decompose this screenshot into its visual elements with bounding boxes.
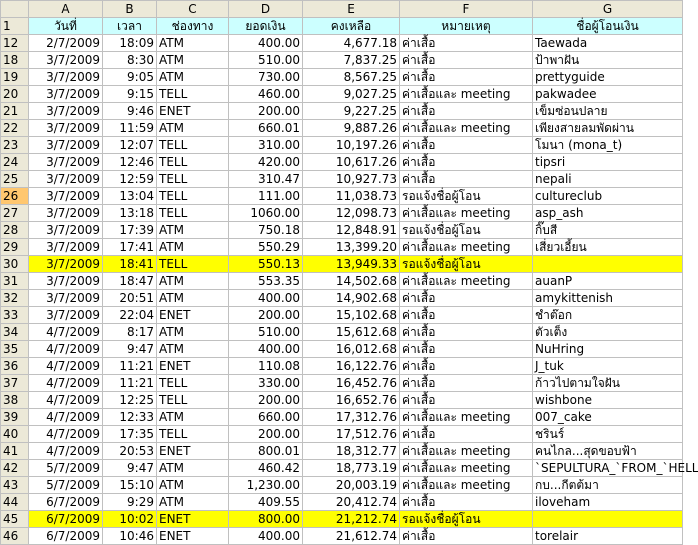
cell-channel[interactable]: ENET: [157, 443, 229, 460]
table-row: [1, 324, 683, 341]
cell-sender[interactable]: prettyguide: [533, 69, 683, 86]
table-row: [1, 477, 683, 494]
row-header[interactable]: 22: [1, 120, 29, 137]
row-header[interactable]: 24: [1, 154, 29, 171]
cell-sender[interactable]: pakwadee: [533, 86, 683, 103]
cell-amount[interactable]: 400.00: [229, 35, 303, 52]
row-header[interactable]: 23: [1, 137, 29, 154]
row-header[interactable]: 36: [1, 358, 29, 375]
cell-time[interactable]: 10:02: [103, 511, 157, 528]
column-header-f[interactable]: F: [400, 1, 533, 18]
cell-amount[interactable]: 400.00: [229, 290, 303, 307]
cell-amount[interactable]: 200.00: [229, 103, 303, 120]
cell-sender[interactable]: ก้าวไปตามใจฝัน: [533, 375, 683, 392]
cell-channel[interactable]: ENET: [157, 528, 229, 545]
cell-time[interactable]: 18:41: [103, 256, 157, 273]
cell-balance[interactable]: 7,837.25: [303, 52, 400, 69]
cell-amount[interactable]: 200.00: [229, 307, 303, 324]
cell-date[interactable]: 3/7/2009: [29, 103, 103, 120]
table-row: [1, 511, 683, 528]
cell-sender[interactable]: tipsri: [533, 154, 683, 171]
table-row: [1, 307, 683, 324]
cell-amount[interactable]: 110.08: [229, 358, 303, 375]
cell-amount[interactable]: 660.01: [229, 120, 303, 137]
cell-time[interactable]: 13:04: [103, 188, 157, 205]
cell-balance[interactable]: 15,102.68: [303, 307, 400, 324]
cell-amount[interactable]: 510.00: [229, 52, 303, 69]
cell-amount[interactable]: 800.01: [229, 443, 303, 460]
row-header[interactable]: 19: [1, 69, 29, 86]
table-row: [1, 69, 683, 86]
cell-time[interactable]: 9:05: [103, 69, 157, 86]
cell-balance[interactable]: 9,027.25: [303, 86, 400, 103]
row-header[interactable]: 20: [1, 86, 29, 103]
cell-time[interactable]: 9:29: [103, 494, 157, 511]
cell-balance[interactable]: 12,098.73: [303, 205, 400, 222]
table-row: [1, 86, 683, 103]
cell-date[interactable]: 4/7/2009: [29, 392, 103, 409]
cell-note[interactable]: ค่าเสื้อและ meeting: [400, 205, 533, 222]
cell-header-balance[interactable]: คงเหลือ: [303, 18, 400, 35]
row-header[interactable]: 27: [1, 205, 29, 222]
cell-amount[interactable]: 1060.00: [229, 205, 303, 222]
row-header[interactable]: 1: [1, 18, 29, 35]
cell-header-time[interactable]: เวลา: [103, 18, 157, 35]
cell-header-date[interactable]: วันที่: [29, 18, 103, 35]
cell-time[interactable]: 18:47: [103, 273, 157, 290]
cell-note[interactable]: ค่าเสื้อและ meeting: [400, 120, 533, 137]
cell-date[interactable]: 3/7/2009: [29, 290, 103, 307]
cell-sender[interactable]: ชรินร์: [533, 426, 683, 443]
cell-balance[interactable]: 12,848.91: [303, 222, 400, 239]
cell-balance[interactable]: 9,227.25: [303, 103, 400, 120]
cell-sender[interactable]: เพียงสายลมพัดผ่าน: [533, 120, 683, 137]
cell-balance[interactable]: 16,122.76: [303, 358, 400, 375]
cell-amount[interactable]: 400.00: [229, 528, 303, 545]
cell-channel[interactable]: TELL: [157, 205, 229, 222]
cell-time[interactable]: 17:35: [103, 426, 157, 443]
table-row: [1, 35, 683, 52]
cell-sender[interactable]: [533, 256, 683, 273]
cell-balance[interactable]: 8,567.25: [303, 69, 400, 86]
table-header-row: [1, 18, 683, 35]
cell-amount[interactable]: 553.35: [229, 273, 303, 290]
cell-channel[interactable]: TELL: [157, 86, 229, 103]
cell-balance[interactable]: 18,312.77: [303, 443, 400, 460]
table-row: [1, 52, 683, 69]
cell-sender[interactable]: asp_ash: [533, 205, 683, 222]
cell-time[interactable]: 11:21: [103, 375, 157, 392]
cell-balance[interactable]: 10,927.73: [303, 171, 400, 188]
table-row: [1, 409, 683, 426]
cell-time[interactable]: 12:59: [103, 171, 157, 188]
cell-balance[interactable]: 14,902.68: [303, 290, 400, 307]
cell-date[interactable]: 3/7/2009: [29, 69, 103, 86]
cell-sender[interactable]: amykittenish: [533, 290, 683, 307]
cell-date[interactable]: 6/7/2009: [29, 494, 103, 511]
cell-date[interactable]: 4/7/2009: [29, 341, 103, 358]
cell-note[interactable]: ค่าเสื้อและ meeting: [400, 409, 533, 426]
cell-time[interactable]: 15:10: [103, 477, 157, 494]
cell-date[interactable]: 5/7/2009: [29, 477, 103, 494]
cell-channel[interactable]: ATM: [157, 409, 229, 426]
cell-balance[interactable]: 16,012.68: [303, 341, 400, 358]
cell-sender[interactable]: [533, 511, 683, 528]
cell-header-amount[interactable]: ยอดเงิน: [229, 18, 303, 35]
cell-time[interactable]: 11:59: [103, 120, 157, 137]
cell-balance[interactable]: 14,502.68: [303, 273, 400, 290]
cell-channel[interactable]: ATM: [157, 222, 229, 239]
cell-time[interactable]: 8:30: [103, 52, 157, 69]
cell-channel[interactable]: ATM: [157, 239, 229, 256]
cell-note[interactable]: ค่าเสื้อ: [400, 69, 533, 86]
column-header-e[interactable]: E: [303, 1, 400, 18]
cell-channel[interactable]: ENET: [157, 358, 229, 375]
table-row: [1, 154, 683, 171]
row-header[interactable]: 46: [1, 528, 29, 545]
cell-note[interactable]: ค่าเสื้อ: [400, 103, 533, 120]
cell-amount[interactable]: 409.55: [229, 494, 303, 511]
cell-sender[interactable]: auanP: [533, 273, 683, 290]
cell-amount[interactable]: 200.00: [229, 392, 303, 409]
cell-time[interactable]: 12:46: [103, 154, 157, 171]
cell-date[interactable]: 3/7/2009: [29, 154, 103, 171]
cell-sender[interactable]: nepali: [533, 171, 683, 188]
row-header[interactable]: 32: [1, 290, 29, 307]
cell-amount[interactable]: 660.00: [229, 409, 303, 426]
cell-time[interactable]: 8:17: [103, 324, 157, 341]
cell-balance[interactable]: 13,949.33: [303, 256, 400, 273]
row-header[interactable]: 18: [1, 52, 29, 69]
cell-amount[interactable]: 420.00: [229, 154, 303, 171]
row-header[interactable]: 43: [1, 477, 29, 494]
row-header[interactable]: 45: [1, 511, 29, 528]
row-header[interactable]: 37: [1, 375, 29, 392]
cell-note[interactable]: ค่าเสื้อ: [400, 528, 533, 545]
cell-channel[interactable]: ATM: [157, 69, 229, 86]
cell-sender[interactable]: กิ๊บสี: [533, 222, 683, 239]
row-header[interactable]: 28: [1, 222, 29, 239]
cell-note[interactable]: ค่าเสื้อ: [400, 137, 533, 154]
cell-channel[interactable]: TELL: [157, 256, 229, 273]
row-header[interactable]: 25: [1, 171, 29, 188]
cell-note[interactable]: ค่าเสื้อ: [400, 171, 533, 188]
cell-balance[interactable]: 20,003.19: [303, 477, 400, 494]
cell-channel[interactable]: TELL: [157, 171, 229, 188]
row-header[interactable]: 38: [1, 392, 29, 409]
row-header[interactable]: 35: [1, 341, 29, 358]
table-row: [1, 222, 683, 239]
row-header[interactable]: 30: [1, 256, 29, 273]
table-row: [1, 205, 683, 222]
cell-balance[interactable]: 18,773.19: [303, 460, 400, 477]
cell-note[interactable]: ค่าเสื้อ: [400, 358, 533, 375]
cell-channel[interactable]: ENET: [157, 103, 229, 120]
cell-sender[interactable]: torelair: [533, 528, 683, 545]
cell-time[interactable]: 9:15: [103, 86, 157, 103]
cell-date[interactable]: 3/7/2009: [29, 256, 103, 273]
cell-time[interactable]: 10:46: [103, 528, 157, 545]
cell-channel[interactable]: TELL: [157, 392, 229, 409]
table-row: [1, 239, 683, 256]
cell-channel[interactable]: ATM: [157, 52, 229, 69]
cell-note[interactable]: รอแจ้งชื่อผู้โอน: [400, 511, 533, 528]
cell-sender[interactable]: ป้าพาฝัน: [533, 52, 683, 69]
cell-sender[interactable]: กบ...กีตต้มา: [533, 477, 683, 494]
cell-sender[interactable]: เข็มซ่อนปลาย: [533, 103, 683, 120]
column-header-c[interactable]: C: [157, 1, 229, 18]
row-header[interactable]: 31: [1, 273, 29, 290]
row-header[interactable]: 41: [1, 443, 29, 460]
row-header[interactable]: 33: [1, 307, 29, 324]
cell-date[interactable]: 6/7/2009: [29, 528, 103, 545]
cell-amount[interactable]: 510.00: [229, 324, 303, 341]
cell-sender[interactable]: คนไกล...สุดขอบฟ้า: [533, 443, 683, 460]
cell-note[interactable]: ค่าเสื้อและ meeting: [400, 86, 533, 103]
cell-balance[interactable]: 10,617.26: [303, 154, 400, 171]
column-header-a[interactable]: A: [29, 1, 103, 18]
row-header[interactable]: 34: [1, 324, 29, 341]
cell-channel[interactable]: TELL: [157, 154, 229, 171]
cell-time[interactable]: 18:09: [103, 35, 157, 52]
cell-balance[interactable]: 4,677.18: [303, 35, 400, 52]
cell-date[interactable]: 5/7/2009: [29, 460, 103, 477]
cell-note[interactable]: ค่าเสื้อ: [400, 307, 533, 324]
cell-channel[interactable]: TELL: [157, 188, 229, 205]
cell-amount[interactable]: 310.00: [229, 137, 303, 154]
table-row: [1, 341, 683, 358]
cell-date[interactable]: 6/7/2009: [29, 511, 103, 528]
cell-amount[interactable]: 310.47: [229, 171, 303, 188]
cell-amount[interactable]: 750.18: [229, 222, 303, 239]
cell-date[interactable]: 4/7/2009: [29, 358, 103, 375]
table-row: [1, 273, 683, 290]
cell-time[interactable]: 12:33: [103, 409, 157, 426]
cell-amount[interactable]: 730.00: [229, 69, 303, 86]
cell-channel[interactable]: ATM: [157, 273, 229, 290]
cell-balance[interactable]: 16,452.76: [303, 375, 400, 392]
cell-amount[interactable]: 200.00: [229, 426, 303, 443]
cell-note[interactable]: ค่าเสื้อ: [400, 154, 533, 171]
row-header[interactable]: 29: [1, 239, 29, 256]
cell-note[interactable]: ค่าเสื้อ: [400, 341, 533, 358]
cell-channel[interactable]: TELL: [157, 375, 229, 392]
cell-balance[interactable]: 10,197.26: [303, 137, 400, 154]
column-header-d[interactable]: D: [229, 1, 303, 18]
table-row: [1, 426, 683, 443]
cell-date[interactable]: 4/7/2009: [29, 324, 103, 341]
table-row: [1, 120, 683, 137]
cell-amount[interactable]: 460.00: [229, 86, 303, 103]
cell-channel[interactable]: ATM: [157, 477, 229, 494]
cell-sender[interactable]: `SEPULTURA_`FROM_`HELL: [533, 460, 683, 477]
column-header-row: [1, 1, 683, 18]
cell-note[interactable]: ค่าเสื้อ: [400, 494, 533, 511]
cell-date[interactable]: 3/7/2009: [29, 273, 103, 290]
row-header[interactable]: 26: [1, 188, 29, 205]
cell-note[interactable]: ค่าเสื้อ: [400, 290, 533, 307]
row-header[interactable]: 12: [1, 35, 29, 52]
cell-balance[interactable]: 9,887.26: [303, 120, 400, 137]
cell-date[interactable]: 4/7/2009: [29, 375, 103, 392]
table-row: [1, 443, 683, 460]
cell-note[interactable]: ค่าเสื้อและ meeting: [400, 273, 533, 290]
cell-channel[interactable]: ENET: [157, 511, 229, 528]
cell-date[interactable]: 3/7/2009: [29, 188, 103, 205]
cell-channel[interactable]: ATM: [157, 120, 229, 137]
table-row: [1, 494, 683, 511]
cell-sender[interactable]: ตัวเต็ง: [533, 324, 683, 341]
table-row: [1, 358, 683, 375]
cell-balance[interactable]: 20,412.74: [303, 494, 400, 511]
cell-date[interactable]: 3/7/2009: [29, 52, 103, 69]
table-row: [1, 256, 683, 273]
cell-time[interactable]: 13:18: [103, 205, 157, 222]
cell-note[interactable]: ค่าเสื้อและ meeting: [400, 477, 533, 494]
cell-date[interactable]: 4/7/2009: [29, 426, 103, 443]
cell-sender[interactable]: Taewada: [533, 35, 683, 52]
cell-channel[interactable]: ATM: [157, 290, 229, 307]
cell-amount[interactable]: 1,230.00: [229, 477, 303, 494]
cell-balance[interactable]: 16,652.76: [303, 392, 400, 409]
cell-header-sender[interactable]: ชื่อผู้โอนเงิน: [533, 18, 683, 35]
cell-balance[interactable]: 15,612.68: [303, 324, 400, 341]
cell-note[interactable]: ค่าเสื้อ: [400, 35, 533, 52]
cell-date[interactable]: 3/7/2009: [29, 307, 103, 324]
column-header-g[interactable]: G: [533, 1, 683, 18]
row-header[interactable]: 40: [1, 426, 29, 443]
cell-sender[interactable]: 007_cake: [533, 409, 683, 426]
table-row: [1, 375, 683, 392]
cell-sender[interactable]: cultureclub: [533, 188, 683, 205]
cell-note[interactable]: รอแจ้งชื่อผู้โอน: [400, 256, 533, 273]
row-header[interactable]: 39: [1, 409, 29, 426]
row-header[interactable]: 44: [1, 494, 29, 511]
cell-time[interactable]: 22:04: [103, 307, 157, 324]
cell-note[interactable]: ค่าเสื้อ: [400, 426, 533, 443]
table-row: [1, 528, 683, 545]
cell-date[interactable]: 3/7/2009: [29, 205, 103, 222]
cell-sender[interactable]: เสี่ยวเอี้ยน: [533, 239, 683, 256]
cell-amount[interactable]: 111.00: [229, 188, 303, 205]
cell-header-note[interactable]: หมายเหตุ: [400, 18, 533, 35]
cell-amount[interactable]: 800.00: [229, 511, 303, 528]
cell-note[interactable]: รอแจ้งชื่อผู้โอน: [400, 222, 533, 239]
cell-amount[interactable]: 550.13: [229, 256, 303, 273]
cell-channel[interactable]: ATM: [157, 324, 229, 341]
cell-channel[interactable]: ATM: [157, 494, 229, 511]
cell-time[interactable]: 17:41: [103, 239, 157, 256]
cell-channel[interactable]: TELL: [157, 426, 229, 443]
cell-time[interactable]: 9:47: [103, 460, 157, 477]
table-row: [1, 188, 683, 205]
cell-note[interactable]: ค่าเสื้อและ meeting: [400, 443, 533, 460]
cell-channel[interactable]: TELL: [157, 137, 229, 154]
cell-header-channel[interactable]: ช่องทาง: [157, 18, 229, 35]
cell-note[interactable]: ค่าเสื้อและ meeting: [400, 460, 533, 477]
cell-channel[interactable]: ENET: [157, 307, 229, 324]
cell-time[interactable]: 20:53: [103, 443, 157, 460]
cell-date[interactable]: 4/7/2009: [29, 409, 103, 426]
cell-sender[interactable]: J_tuk: [533, 358, 683, 375]
cell-date[interactable]: 3/7/2009: [29, 239, 103, 256]
cell-balance[interactable]: 13,399.20: [303, 239, 400, 256]
row-header[interactable]: 21: [1, 103, 29, 120]
table-row: [1, 460, 683, 477]
select-all-corner[interactable]: [1, 1, 29, 18]
cell-time[interactable]: 12:07: [103, 137, 157, 154]
cell-note[interactable]: ค่าเสื้อ: [400, 375, 533, 392]
cell-amount[interactable]: 400.00: [229, 341, 303, 358]
table-row: [1, 290, 683, 307]
column-header-b[interactable]: B: [103, 1, 157, 18]
cell-balance[interactable]: 21,212.74: [303, 511, 400, 528]
cell-date[interactable]: 3/7/2009: [29, 86, 103, 103]
cell-time[interactable]: 11:21: [103, 358, 157, 375]
cell-time[interactable]: 20:51: [103, 290, 157, 307]
cell-date[interactable]: 4/7/2009: [29, 443, 103, 460]
cell-time[interactable]: 17:39: [103, 222, 157, 239]
cell-date[interactable]: 2/7/2009: [29, 35, 103, 52]
cell-note[interactable]: ค่าเสื้อ: [400, 52, 533, 69]
cell-channel[interactable]: ATM: [157, 341, 229, 358]
cell-time[interactable]: 9:46: [103, 103, 157, 120]
cell-sender[interactable]: wishbone: [533, 392, 683, 409]
cell-note[interactable]: รอแจ้งชื่อผู้โอน: [400, 188, 533, 205]
cell-channel[interactable]: ATM: [157, 35, 229, 52]
cell-date[interactable]: 3/7/2009: [29, 222, 103, 239]
cell-balance[interactable]: 17,512.76: [303, 426, 400, 443]
cell-note[interactable]: ค่าเสื้อ: [400, 392, 533, 409]
cell-amount[interactable]: 550.29: [229, 239, 303, 256]
cell-time[interactable]: 9:47: [103, 341, 157, 358]
table-row: [1, 103, 683, 120]
cell-amount[interactable]: 330.00: [229, 375, 303, 392]
cell-balance[interactable]: 21,612.74: [303, 528, 400, 545]
row-header[interactable]: 42: [1, 460, 29, 477]
cell-date[interactable]: 3/7/2009: [29, 120, 103, 137]
cell-sender[interactable]: โมนา (mona_t): [533, 137, 683, 154]
cell-amount[interactable]: 460.42: [229, 460, 303, 477]
cell-sender[interactable]: iloveham: [533, 494, 683, 511]
cell-date[interactable]: 3/7/2009: [29, 171, 103, 188]
cell-balance[interactable]: 17,312.76: [303, 409, 400, 426]
cell-sender[interactable]: NuHring: [533, 341, 683, 358]
table-row: [1, 137, 683, 154]
table-row: [1, 171, 683, 188]
cell-sender[interactable]: ชำต๊อก: [533, 307, 683, 324]
cell-date[interactable]: 3/7/2009: [29, 137, 103, 154]
cell-channel[interactable]: ATM: [157, 460, 229, 477]
cell-note[interactable]: ค่าเสื้อและ meeting: [400, 239, 533, 256]
cell-time[interactable]: 12:25: [103, 392, 157, 409]
cell-balance[interactable]: 11,038.73: [303, 188, 400, 205]
cell-note[interactable]: ค่าเสื้อ: [400, 324, 533, 341]
table-row: [1, 392, 683, 409]
